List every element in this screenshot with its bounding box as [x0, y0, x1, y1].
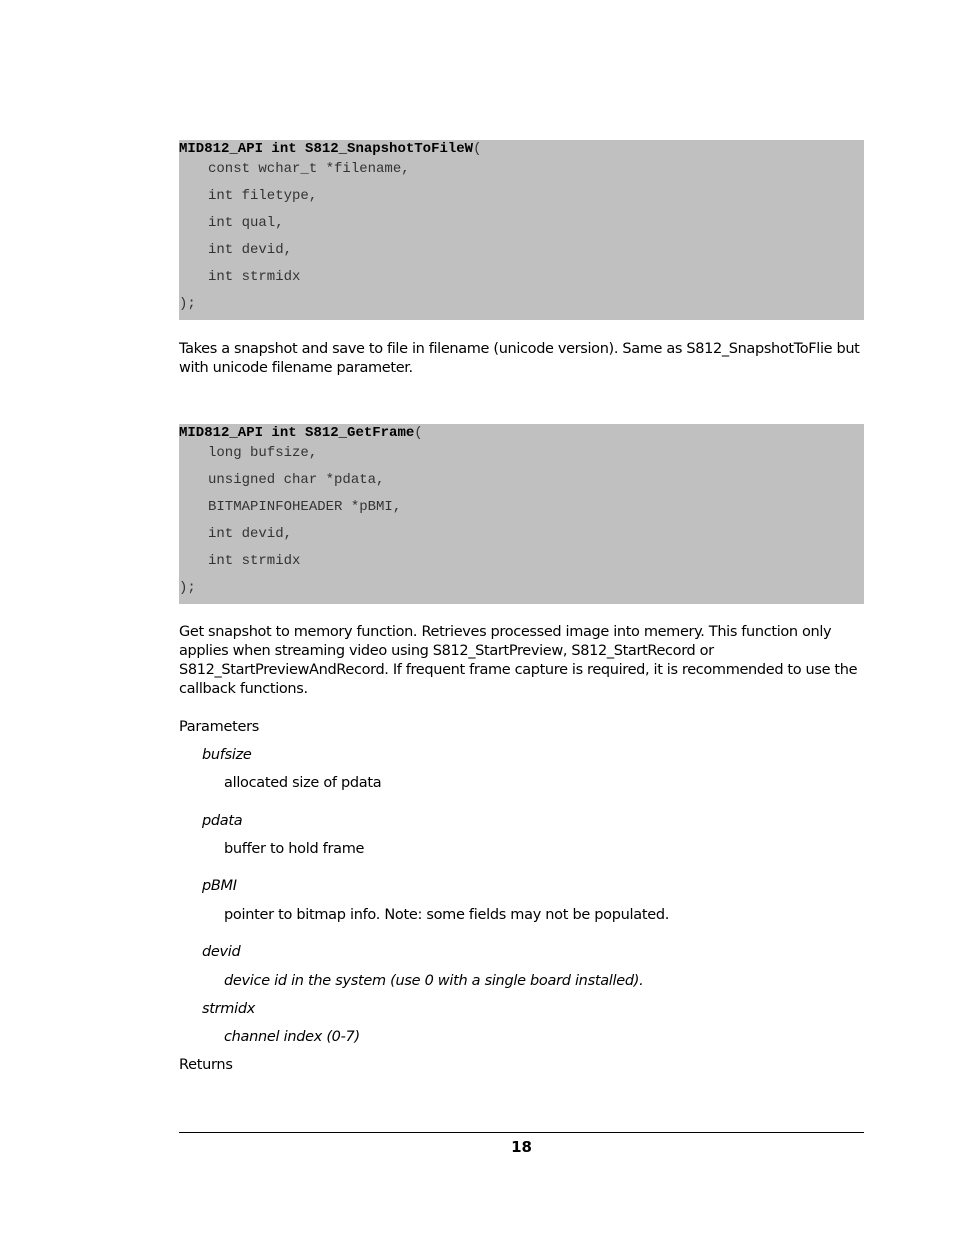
description-line: Get snapshot to memory function. Retrieves processed image into memery. This function only: [179, 624, 832, 640]
param-name-bufsize: bufsize: [202, 747, 252, 763]
signature-line: [179, 424, 864, 445]
api-macro: MID812_API: [179, 425, 264, 441]
param-line: int filetype,: [208, 188, 318, 204]
param-desc-pdata: buffer to hold frame: [224, 841, 365, 857]
footer-rule: [179, 1132, 864, 1133]
param-line: int qual,: [208, 215, 284, 231]
api-macro: MID812_API: [179, 141, 264, 157]
function-name: S812_SnapshotToFileW: [305, 141, 474, 157]
open-paren: (: [473, 141, 482, 157]
param-desc-devid: device id in the system (use 0 with a single board installed).: [224, 973, 644, 989]
param-name-pdata: pdata: [202, 813, 243, 829]
code-block-snapshot-to-file-w: [179, 140, 864, 320]
description-line: with unicode filename parameter.: [179, 360, 413, 376]
param-desc-pbmi: pointer to bitmap info. Note: some fields may not be populated.: [224, 907, 670, 923]
open-paren: (: [414, 425, 423, 441]
param-line: BITMAPINFOHEADER *pBMI,: [208, 499, 402, 515]
close-paren: );: [179, 580, 196, 596]
param-line: int strmidx: [208, 269, 301, 285]
page-number: 18: [511, 1138, 532, 1156]
parameters-heading: Parameters: [179, 719, 259, 735]
return-type: int: [271, 425, 297, 441]
function-name: S812_GetFrame: [305, 425, 415, 441]
param-line: int devid,: [208, 526, 293, 542]
close-paren: );: [179, 296, 196, 312]
param-desc-strmidx: channel index (0-7): [224, 1029, 360, 1045]
param-line: int strmidx: [208, 553, 301, 569]
param-name-devid: devid: [202, 944, 241, 960]
param-name-pbmi: pBMI: [202, 878, 237, 894]
return-type: int: [271, 141, 297, 157]
param-line: const wchar_t *filename,: [208, 161, 410, 177]
param-desc-bufsize: allocated size of pdata: [224, 775, 382, 791]
snapshot-description: [179, 340, 869, 378]
description-line: S812_StartPreviewAndRecord. If frequent frame capture is required, it is recommended to use the: [179, 662, 858, 678]
getframe-description: [179, 623, 869, 699]
param-name-strmidx: strmidx: [202, 1001, 256, 1017]
description-line: applies when streaming video using S812_StartPreview, S812_StartRecord or: [179, 643, 714, 659]
param-line: unsigned char *pdata,: [208, 472, 385, 488]
signature-line: [179, 140, 864, 161]
description-line: callback functions.: [179, 681, 308, 697]
returns-heading: Returns: [179, 1057, 233, 1073]
description-line: Takes a snapshot and save to file in filename (unicode version). Same as S812_SnapshotToFlie but: [179, 341, 860, 357]
param-line: long bufsize,: [208, 445, 318, 461]
param-line: int devid,: [208, 242, 293, 258]
code-block-get-frame: [179, 424, 864, 604]
